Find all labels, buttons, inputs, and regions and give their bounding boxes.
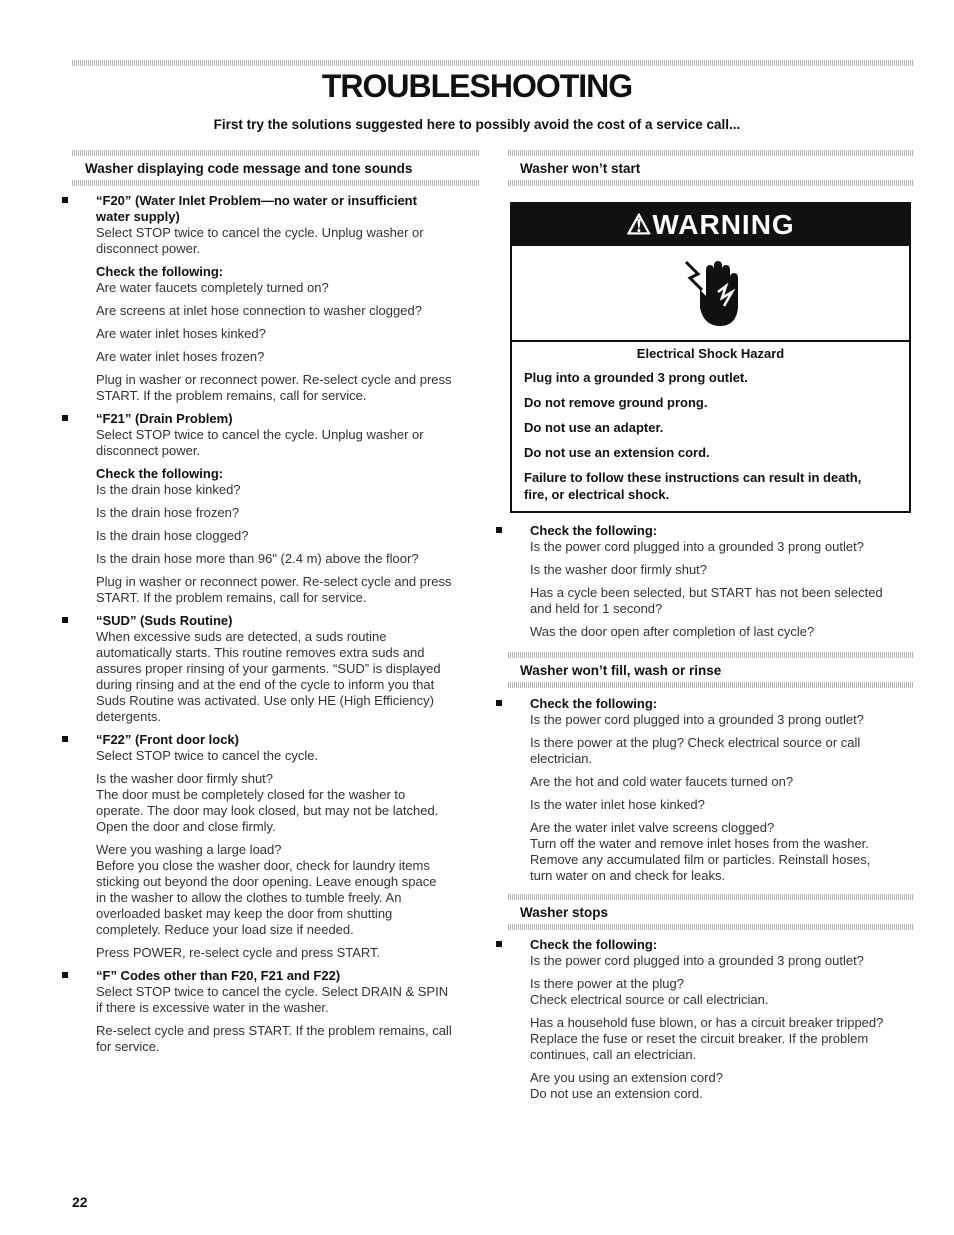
f21-heading: “F21” (Drain Problem)	[96, 411, 233, 426]
stops-question: Are you using an extension cord? Do not use an extension cord.	[530, 1070, 723, 1101]
left-section-rule-bottom	[72, 180, 480, 186]
f21-item	[60, 411, 490, 606]
warning-label: WARNING	[652, 209, 795, 240]
page-subtitle: First try the solutions suggested here to possibly avoid the cost of a service call...	[213, 117, 741, 132]
stops-question: Has a household fuse blown, or has a circuit breaker tripped? Replace the fuse or reset the circuit breaker. If the problem continues, call an electrician.	[530, 1015, 884, 1062]
stops-question: Is there power at the plug? Check electrical source or call electrician.	[530, 976, 769, 1007]
bullet	[496, 941, 502, 947]
bullet	[62, 736, 68, 742]
wont-fill-list	[494, 696, 924, 891]
warning-header	[512, 204, 909, 246]
f22-large-load: Were you washing a large load? Before you close the washer door, check for laundry items sticking out beyond the door opening. Leave enough space in the washer to allow the clothes to tumble freely. An overloaded basket may keep the door from shutting completely. Reduce your load size if needed.	[96, 842, 437, 937]
wont-fill-question: Are the hot and cold water faucets turned on?	[530, 774, 794, 789]
wont-fill-check-heading: Check the following:	[530, 696, 658, 711]
f20-question: Are water inlet hoses kinked?	[96, 326, 266, 341]
warning-hazard-title: Electrical Shock Hazard	[636, 346, 785, 361]
wont-start-heading: Washer won’t start	[520, 161, 641, 176]
stops-rule-bottom	[508, 924, 914, 930]
f22-resolution: Press POWER, re-select cycle and press START.	[96, 945, 381, 960]
bullet	[62, 972, 68, 978]
f-other-heading: “F” Codes other than F20, F21 and F22)	[96, 968, 341, 983]
f20-item	[60, 193, 490, 404]
warning-icon-panel	[512, 246, 909, 342]
stops-list	[494, 937, 924, 1109]
wont-fill-rule-bottom	[508, 682, 914, 688]
wont-start-rule-top	[508, 150, 914, 156]
wont-fill-heading: Washer won’t fill, wash or rinse	[520, 663, 722, 678]
f20-resolution: Plug in washer or reconnect power. Re-select cycle and press START. If the problem remains, call for service.	[96, 372, 452, 403]
f21-question: Is the drain hose kinked?	[96, 482, 241, 497]
bullet	[62, 197, 68, 203]
f20-check-heading: Check the following:	[96, 264, 224, 279]
warning-line: Failure to follow these instructions can result in death, fire, or electrical shock.	[524, 470, 862, 502]
wont-start-list	[494, 523, 924, 647]
f20-question: Are screens at inlet hose connection to washer clogged?	[96, 303, 422, 318]
left-section-heading: Washer displaying code message and tone sounds	[85, 161, 413, 176]
warning-triangle-icon: ⚠	[626, 209, 653, 240]
left-section-rule-top	[72, 150, 480, 156]
wont-fill-question: Is the power cord plugged into a grounded 3 prong outlet?	[530, 712, 864, 727]
wont-fill-question: Is the water inlet hose kinked?	[530, 797, 705, 812]
warning-line: Do not remove ground prong.	[524, 395, 708, 410]
stops-item	[494, 937, 924, 1102]
wont-start-rule-bottom	[508, 180, 914, 186]
f22-description: Select STOP twice to cancel the cycle.	[96, 748, 319, 763]
f21-question: Is the drain hose clogged?	[96, 528, 249, 543]
wont-fill-question: Is there power at the plug? Check electrical source or call electrician.	[530, 735, 861, 766]
f-other-item	[60, 968, 490, 1055]
page-number: 22	[72, 1194, 88, 1210]
f21-question: Is the drain hose frozen?	[96, 505, 240, 520]
f21-check-heading: Check the following:	[96, 466, 224, 481]
wont-start-question: Is the power cord plugged into a grounded 3 prong outlet?	[530, 539, 864, 554]
f22-door-shut: Is the washer door firmly shut? The door must be completely closed for the washer to operate. The door may look closed, but may not be latched. Open the door and close firmly.	[96, 771, 439, 834]
page-title: TROUBLESHOOTING	[321, 68, 633, 104]
top-rule	[72, 60, 914, 66]
wont-start-question: Has a cycle been selected, but START has not been selected and held for 1 second?	[530, 585, 883, 616]
f21-resolution: Plug in washer or reconnect power. Re-select cycle and press START. If the problem remains, call for service.	[96, 574, 452, 605]
warning-line: Do not use an adapter.	[524, 420, 664, 435]
wont-start-question: Is the washer door firmly shut?	[530, 562, 708, 577]
wont-start-question: Was the door open after completion of last cycle?	[530, 624, 815, 639]
wont-fill-rule-top	[508, 652, 914, 658]
bullet	[496, 527, 502, 533]
f-other-description: Select STOP twice to cancel the cycle. Select DRAIN & SPIN if there is excessive water in the washer.	[96, 984, 449, 1015]
bullet	[62, 415, 68, 421]
f20-question: Are water faucets completely turned on?	[96, 280, 329, 295]
stops-rule-top	[508, 894, 914, 900]
warning-line: Plug into a grounded 3 prong outlet.	[524, 370, 748, 385]
f20-description: Select STOP twice to cancel the cycle. Unplug washer or disconnect power.	[96, 225, 424, 256]
warning-box	[510, 202, 911, 513]
bullet	[62, 617, 68, 623]
f21-description: Select STOP twice to cancel the cycle. Unplug washer or disconnect power.	[96, 427, 424, 458]
f20-question: Are water inlet hoses frozen?	[96, 349, 265, 364]
sud-heading: “SUD” (Suds Routine)	[96, 613, 233, 628]
f22-heading: “F22” (Front door lock)	[96, 732, 239, 747]
wont-start-check-heading: Check the following:	[530, 523, 658, 538]
f20-heading: “F20” (Water Inlet Problem—no water or insufficient water supply)	[96, 193, 417, 224]
stops-heading: Washer stops	[520, 905, 609, 920]
left-column	[60, 193, 490, 1062]
wont-fill-question: Are the water inlet valve screens clogged? Turn off the water and remove inlet hoses from the washer. Remove any accumulated film or particles. Reinstall hoses, turn water on and check for leaks.	[530, 820, 871, 883]
f21-question: Is the drain hose more than 96" (2.4 m) above the floor?	[96, 551, 419, 566]
wont-start-item	[494, 523, 924, 640]
warning-line: Do not use an extension cord.	[524, 445, 710, 460]
stops-check-heading: Check the following:	[530, 937, 658, 952]
sud-description: When excessive suds are detected, a suds routine automatically starts. This routine removes extra suds and assures proper rinsing of your garments. “SUD” is displayed during rinsing and at the end of the cycle to inform you that Suds Routine was activated. Use only HE (High Efficiency) detergents.	[96, 629, 441, 724]
wont-fill-item	[494, 696, 924, 884]
bullet	[496, 700, 502, 706]
electric-shock-hand-icon	[682, 256, 742, 330]
f22-item	[60, 732, 490, 961]
stops-question: Is the power cord plugged into a grounded 3 prong outlet?	[530, 953, 864, 968]
sud-item	[60, 613, 490, 725]
f-other-resolution: Re-select cycle and press START. If the problem remains, call for service.	[96, 1023, 452, 1054]
